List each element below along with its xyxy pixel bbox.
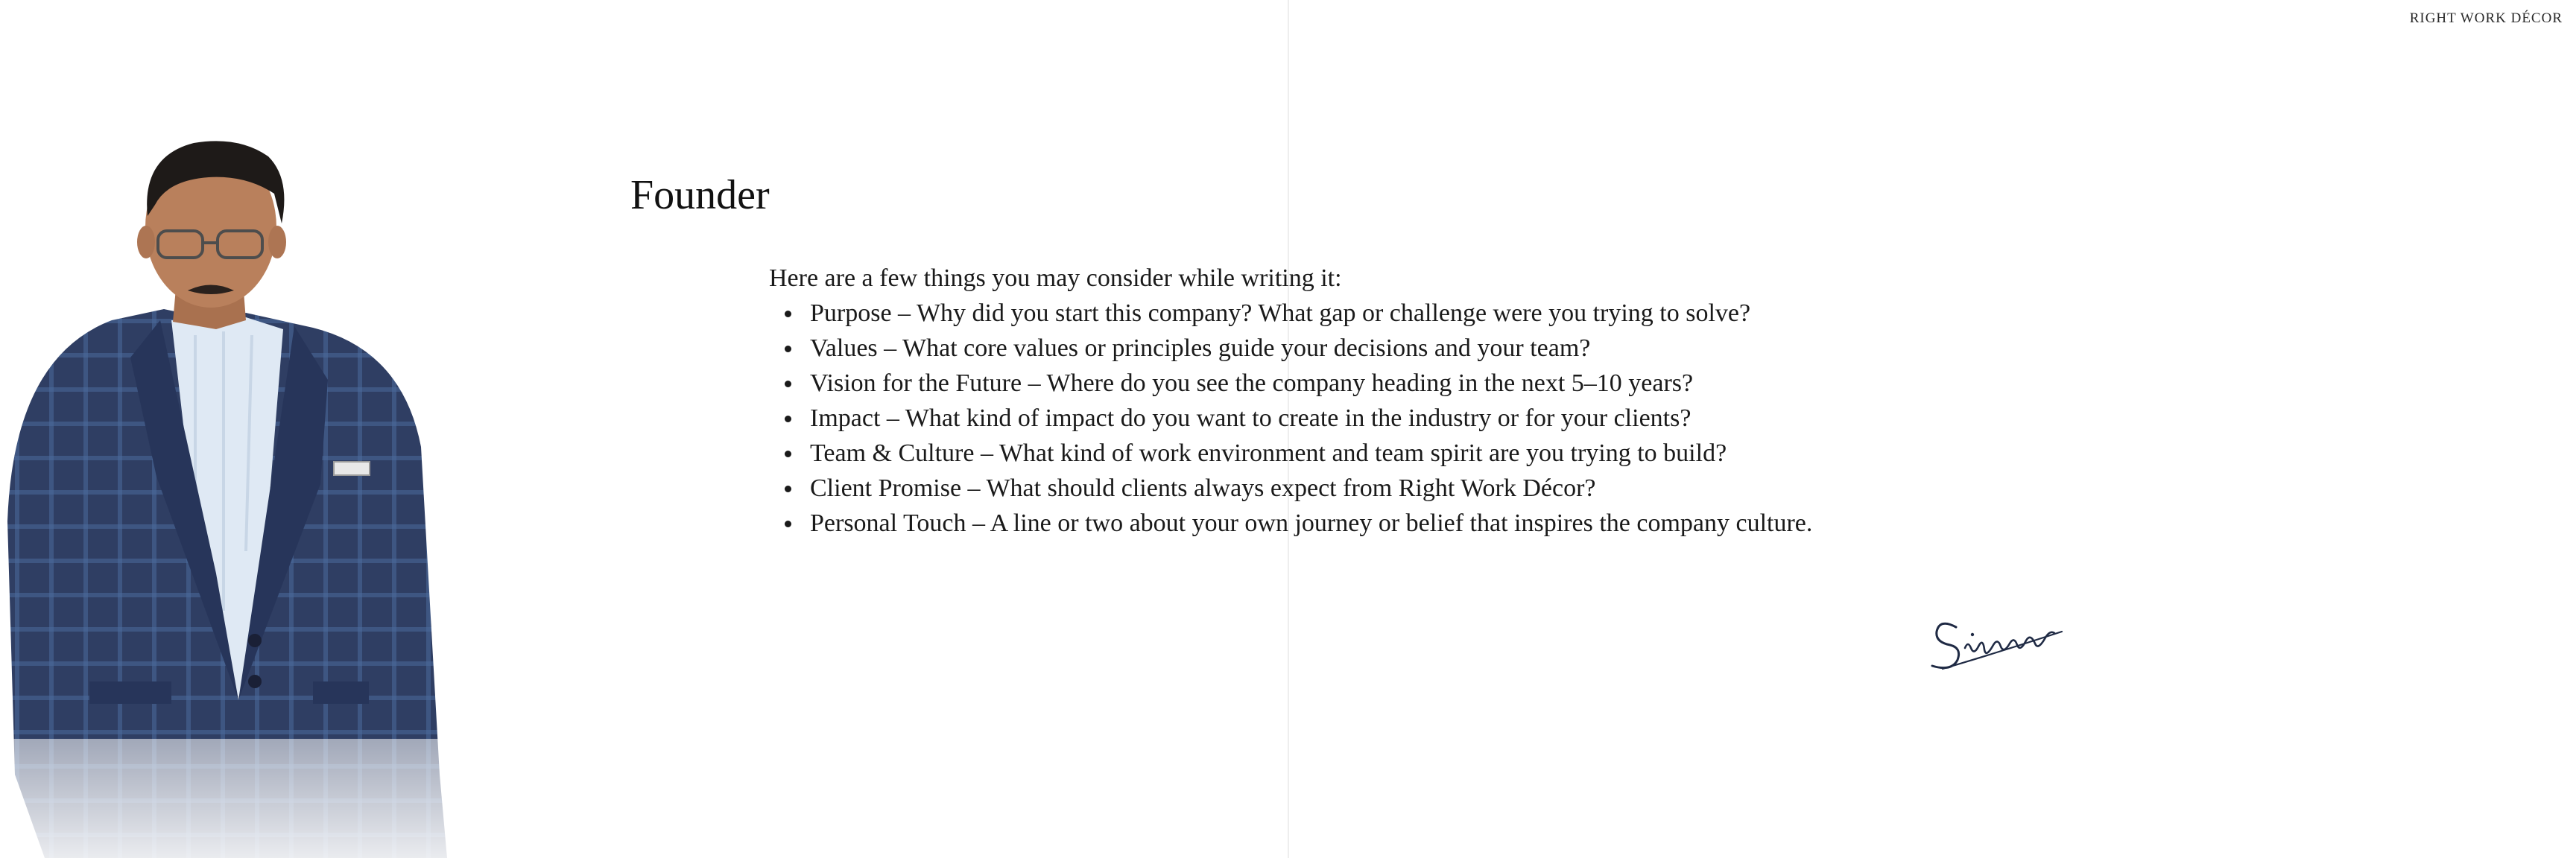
list-item: Personal Touch – A line or two about your own journey or belief that inspires the company culture.: [810, 506, 1812, 541]
list-item: Vision for the Future – Where do you see the company heading in the next 5–10 years?: [810, 366, 1812, 401]
list-item: Team & Culture – What kind of work environment and team spirit are you trying to build?: [810, 436, 1812, 471]
list-item: Purpose – Why did you start this company? What gap or challenge were you trying to solve?: [810, 296, 1812, 331]
intro-text: Here are a few things you may consider while writing it:: [769, 264, 1342, 292]
consideration-list: [769, 296, 1812, 541]
list-item: Impact – What kind of impact do you want to create in the industry or for your clients?: [810, 401, 1812, 436]
list-item: Values – What core values or principles guide your decisions and your team?: [810, 331, 1812, 366]
founder-portrait: [0, 134, 447, 858]
signature-image: [1926, 611, 2068, 678]
list-item: Client Promise – What should clients always expect from Right Work Décor?: [810, 471, 1812, 506]
brand-logo-text: RIGHT WORK DÉCOR: [2409, 10, 2563, 26]
page-title: Founder: [630, 172, 770, 218]
